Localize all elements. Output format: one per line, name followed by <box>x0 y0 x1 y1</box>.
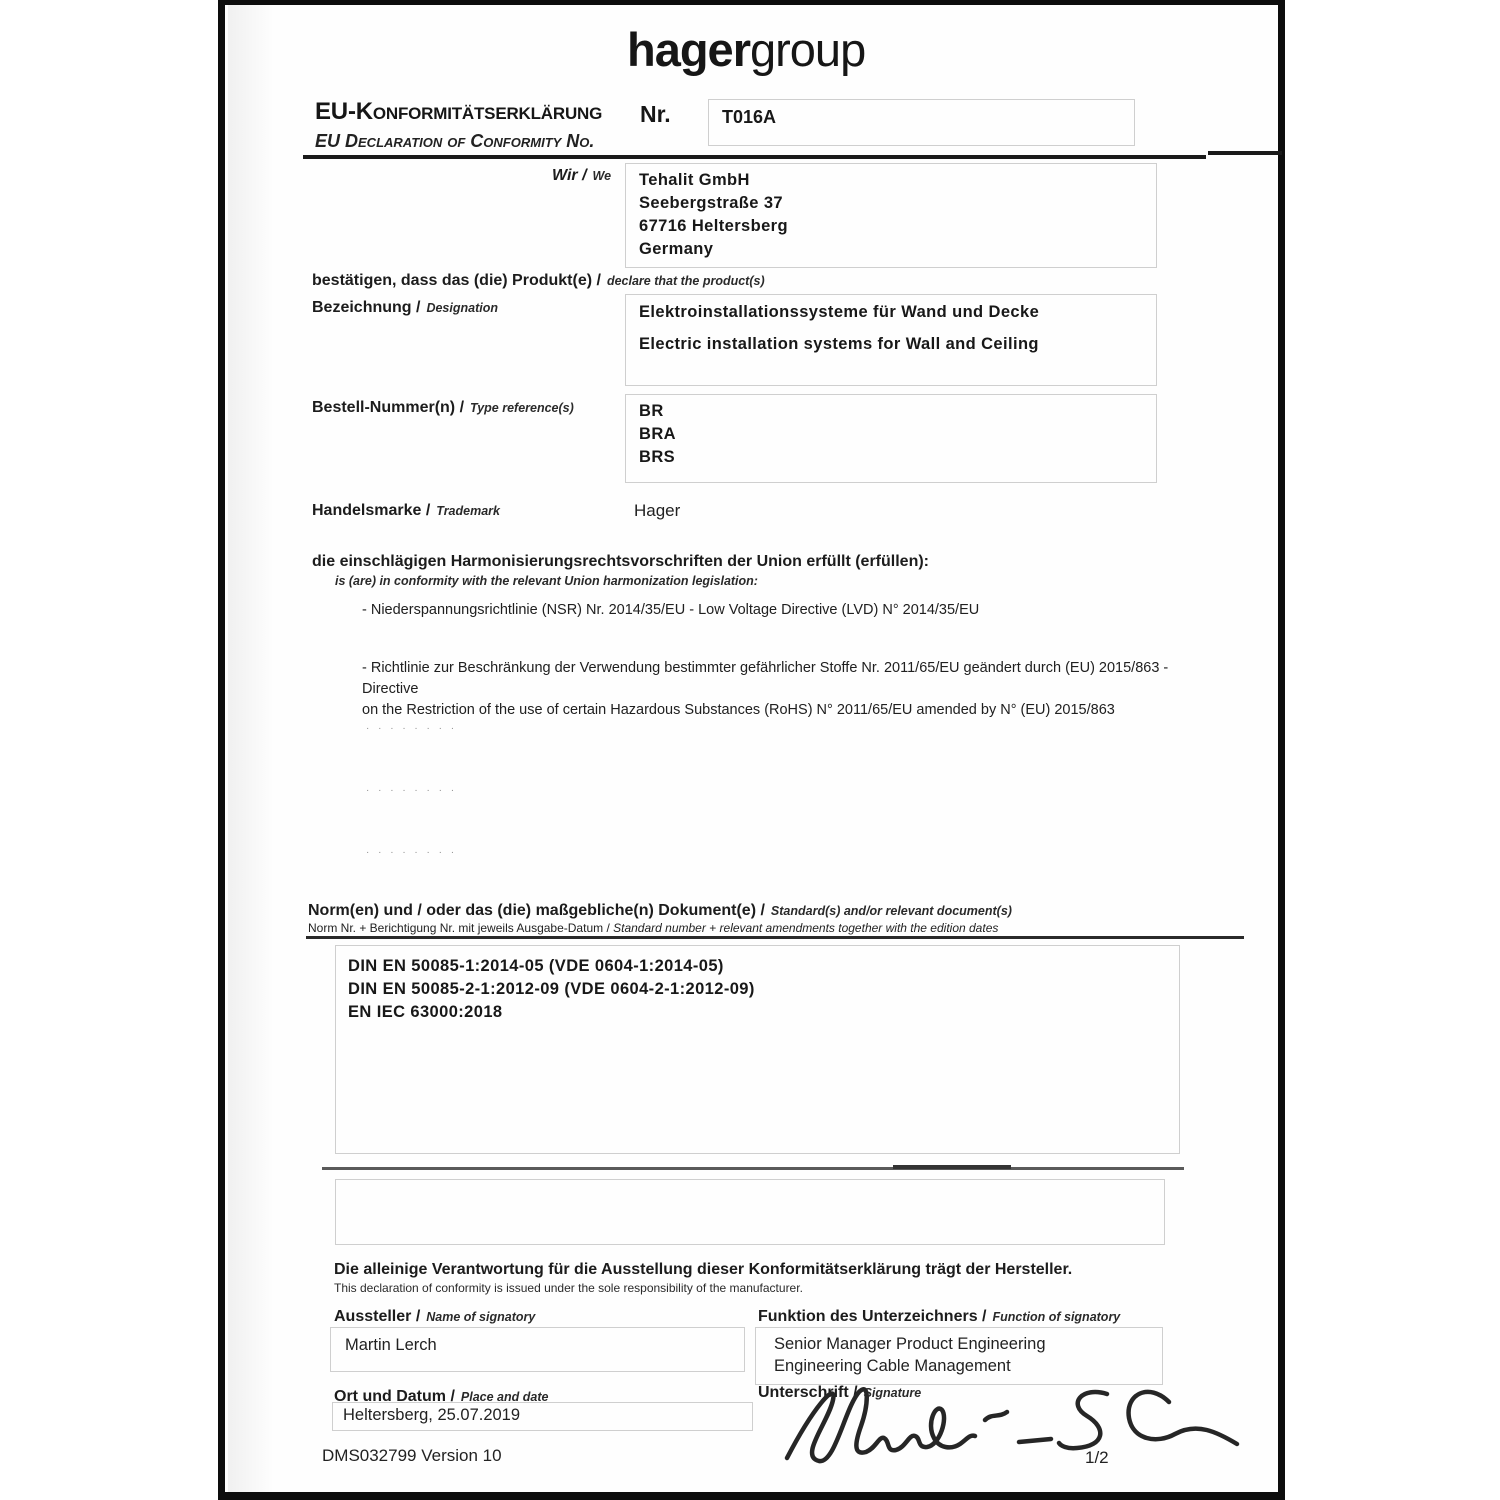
designation-de-value: Elektroinstallationssysteme für Wand und Decke <box>639 303 1040 321</box>
signatory-label-de: Aussteller / <box>334 1308 421 1325</box>
divider-rule-dark-segment <box>893 1165 1011 1169</box>
document-id: DMS032799 Version 10 <box>322 1446 502 1465</box>
we-label <box>552 167 611 185</box>
placeholder-dots: · · · · · · · · <box>366 847 458 858</box>
standard-line: DIN EN 50085-1:2014-05 (VDE 0604-1:2014-05) <box>348 957 724 975</box>
directive-rohs-line2: on the Restriction of the use of certain Hazardous Substances (RoHS) N° 2011/65/EU amended by N° (EU) 2015/863 <box>362 702 1115 718</box>
manufacturer-address <box>626 164 1156 261</box>
address-line: Seebergstraße 37 <box>639 194 783 212</box>
standards-subheading <box>308 921 998 935</box>
title-german: EU-Konformitätserklärung <box>315 98 603 125</box>
designation-label <box>312 299 498 317</box>
place-date-value: Heltersberg, 25.07.2019 <box>343 1406 521 1424</box>
type-reference-line: BR <box>639 402 664 420</box>
handwritten-signature <box>775 1376 1255 1476</box>
type-reference-box <box>625 394 1157 483</box>
standards-list <box>336 946 1179 1024</box>
designation-box <box>625 294 1157 386</box>
standards-rule <box>306 936 1244 939</box>
type-reference-line: BRS <box>639 448 676 466</box>
declare-line <box>312 272 765 290</box>
standards-heading <box>308 902 1012 920</box>
standard-line: EN IEC 63000:2018 <box>348 1003 503 1021</box>
type-reference-values <box>626 395 1156 469</box>
trademark-label <box>312 502 500 520</box>
placeholder-dots: · · · · · · · · <box>366 723 458 734</box>
place-date-box <box>332 1402 753 1431</box>
manufacturer-address-box <box>625 163 1157 268</box>
trademark-label-de: Handelsmarke / <box>312 502 431 519</box>
address-line: Tehalit GmbH <box>639 171 750 189</box>
placeholder-dots: · · · · · · · · <box>366 785 458 796</box>
we-label-de: Wir / <box>552 167 587 184</box>
standards-box <box>335 945 1180 1154</box>
empty-remarks-box <box>335 1179 1165 1245</box>
standards-heading-de: Norm(en) und / oder das (die) maßgebliche(n) Dokument(e) / <box>308 902 765 919</box>
title-english: EU Declaration of Conformity No. <box>315 131 595 151</box>
trademark-value: Hager <box>634 501 681 520</box>
type-reference-line: BRA <box>639 425 676 443</box>
trademark-label-en: Trademark <box>436 504 500 518</box>
function-line: Engineering Cable Management <box>774 1357 1011 1375</box>
signatory-label <box>334 1308 535 1326</box>
signature-label-en: Signature <box>863 1386 922 1400</box>
logo-bold-part: hager <box>627 23 750 76</box>
function-label-de: Funktion des Unterzeichners / <box>758 1308 987 1325</box>
designation-en-value: Electric installation systems for Wall and Ceiling <box>639 335 1039 353</box>
signatory-name-box <box>330 1327 745 1372</box>
standard-line: DIN EN 50085-2-1:2012-09 (VDE 0604-2-1:2012-09) <box>348 980 755 998</box>
signatory-label-en: Name of signatory <box>426 1310 536 1324</box>
harmonization-heading-de: die einschlägigen Harmonisierungsrechtsvorschriften der Union erfüllt (erfüllen): <box>312 553 929 570</box>
responsibility-en: This declaration of conformity is issued under the sole responsibility of the manufacturer. <box>334 1281 803 1295</box>
address-line: 67716 Heltersberg <box>639 217 788 235</box>
signatory-name: Martin Lerch <box>345 1336 437 1354</box>
function-line: Senior Manager Product Engineering <box>774 1335 1046 1353</box>
place-date-label-en: Place and date <box>460 1390 549 1404</box>
type-reference-label-en: Type reference(s) <box>470 401 574 415</box>
hagergroup-logo <box>627 23 866 76</box>
harmonization-heading-en: is (are) in conformity with the relevant Union harmonization legislation: <box>335 574 758 588</box>
standards-heading-en: Standard(s) and/or relevant document(s) <box>770 904 1012 918</box>
designation-label-de: Bezeichnung / <box>312 299 421 316</box>
type-reference-label-de: Bestell-Nummer(n) / <box>312 399 465 416</box>
declare-en: declare that the product(s) <box>606 274 765 288</box>
directive-rohs <box>362 658 1227 721</box>
standards-subheading-de: Norm Nr. + Berichtigung Nr. mit jeweils Ausgabe-Datum / <box>308 921 610 935</box>
divider-rule <box>322 1167 1184 1170</box>
directive-lvd: - Niederspannungsrichtlinie (NSR) Nr. 2014/35/EU - Low Voltage Directive (LVD) N° 2014/35/EU <box>362 602 980 618</box>
title-nr-label: Nr. <box>640 101 671 127</box>
place-date-label-de: Ort und Datum / <box>334 1388 455 1405</box>
function-lines <box>756 1328 1162 1377</box>
we-label-en: We <box>592 169 612 183</box>
standards-subheading-en: Standard number + relevant amendments together with the edition dates <box>613 921 999 935</box>
address-line: Germany <box>639 240 714 258</box>
directive-rohs-line1: - Richtlinie zur Beschränkung der Verwendung bestimmter gefährlicher Stoffe Nr. 2011/65/EU geändert durch (EU) 2015/863 - Directive <box>362 660 1169 697</box>
logo-light-part: group <box>750 23 866 76</box>
designation-label-en: Designation <box>426 301 498 315</box>
type-reference-label <box>312 399 574 417</box>
title-rule <box>303 155 1206 159</box>
title-rule-fragment <box>1208 151 1282 155</box>
declaration-number: T016A <box>722 107 777 127</box>
declare-de: bestätigen, dass das (die) Produkt(e) / <box>312 272 601 289</box>
signature-label-de: Unterschrift / <box>758 1384 858 1401</box>
declaration-number-box <box>708 99 1135 146</box>
scan-shadow <box>228 5 274 1492</box>
function-label <box>758 1308 1120 1326</box>
responsibility-de: Die alleinige Verantwortung für die Ausstellung dieser Konformitätserklärung trägt der Hersteller. <box>334 1261 1073 1278</box>
function-label-en: Function of signatory <box>992 1310 1121 1324</box>
page-number: 1/2 <box>1085 1448 1109 1467</box>
